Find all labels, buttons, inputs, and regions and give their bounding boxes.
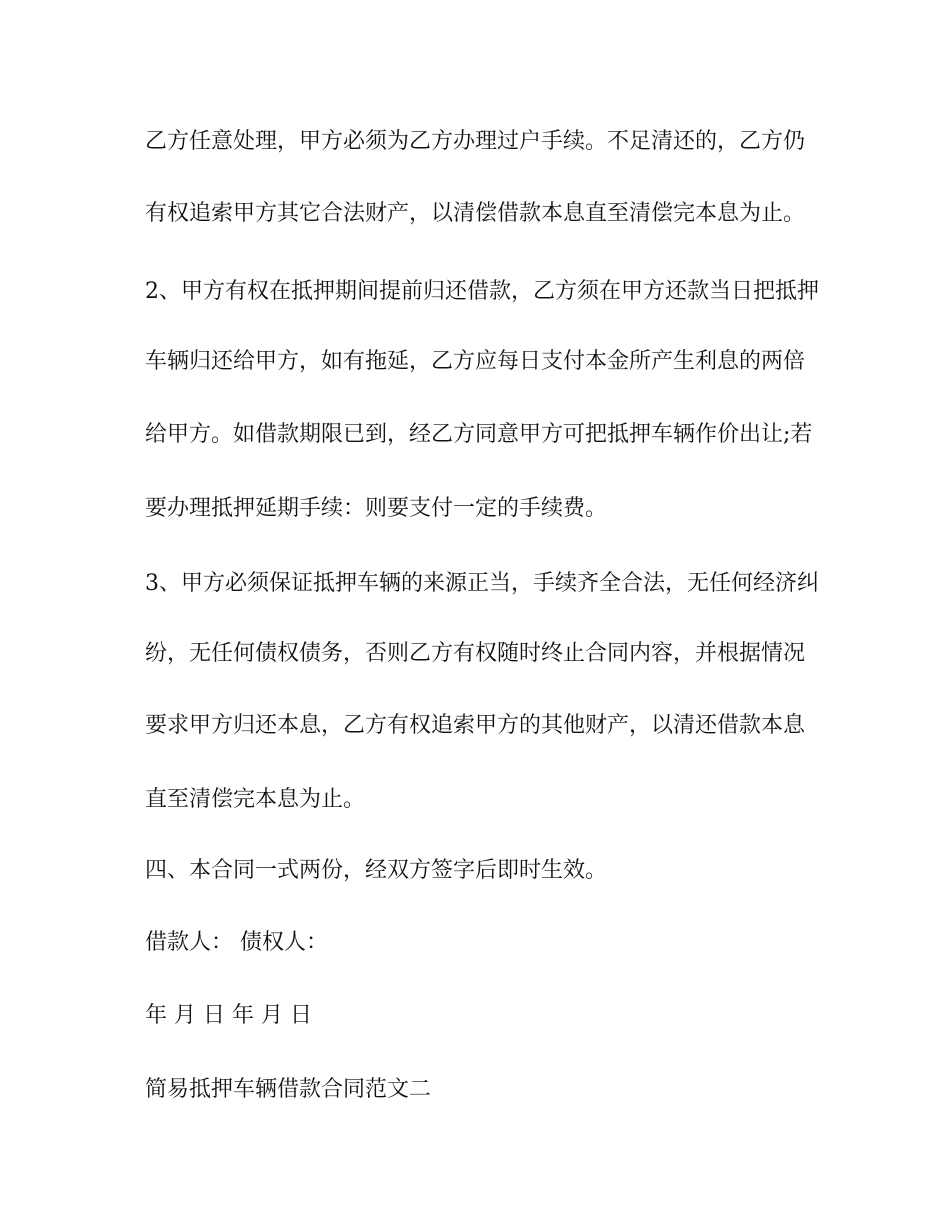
text-line: 四、本合同一式两份，经双方签字后即时生效。 bbox=[145, 858, 608, 883]
text-line: 要办理抵押延期手续：则要支付一定的手续费。 bbox=[145, 496, 608, 521]
text-line: 要求甲方归还本息，乙方有权追索甲方的其他财产，以清还借款本息 bbox=[145, 713, 806, 738]
text-line: 2、甲方有权在抵押期间提前归还借款，乙方须在甲方还款当日把抵押 bbox=[145, 279, 819, 304]
text-line: 车辆归还给甲方，如有拖延，乙方应每日支付本金所产生利息的两倍 bbox=[145, 349, 806, 374]
text-line: 给甲方。如借款期限已到，经乙方同意甲方可把抵押车辆作价出让;若 bbox=[145, 422, 813, 447]
text-line: 年 月 日 年 月 日 bbox=[145, 1003, 312, 1028]
text-line: 直至清偿完本息为止。 bbox=[145, 787, 366, 812]
text-line: 乙方任意处理，甲方必须为乙方办理过户手续。不足清还的，乙方仍 bbox=[145, 129, 806, 154]
text-line: 纷，无任何债权债务，否则乙方有权随时终止合同内容，并根据情况 bbox=[145, 641, 806, 666]
text-line: 3、甲方必须保证抵押车辆的来源正当，手续齐全合法，无任何经济纠 bbox=[145, 571, 819, 596]
text-line: 简易抵押车辆借款合同范文二 bbox=[145, 1077, 432, 1102]
text-line: 有权追索甲方其它合法财产，以清偿借款本息直至清偿完本息为止。 bbox=[145, 201, 806, 226]
text-line: 借款人： 债权人： bbox=[145, 930, 328, 955]
